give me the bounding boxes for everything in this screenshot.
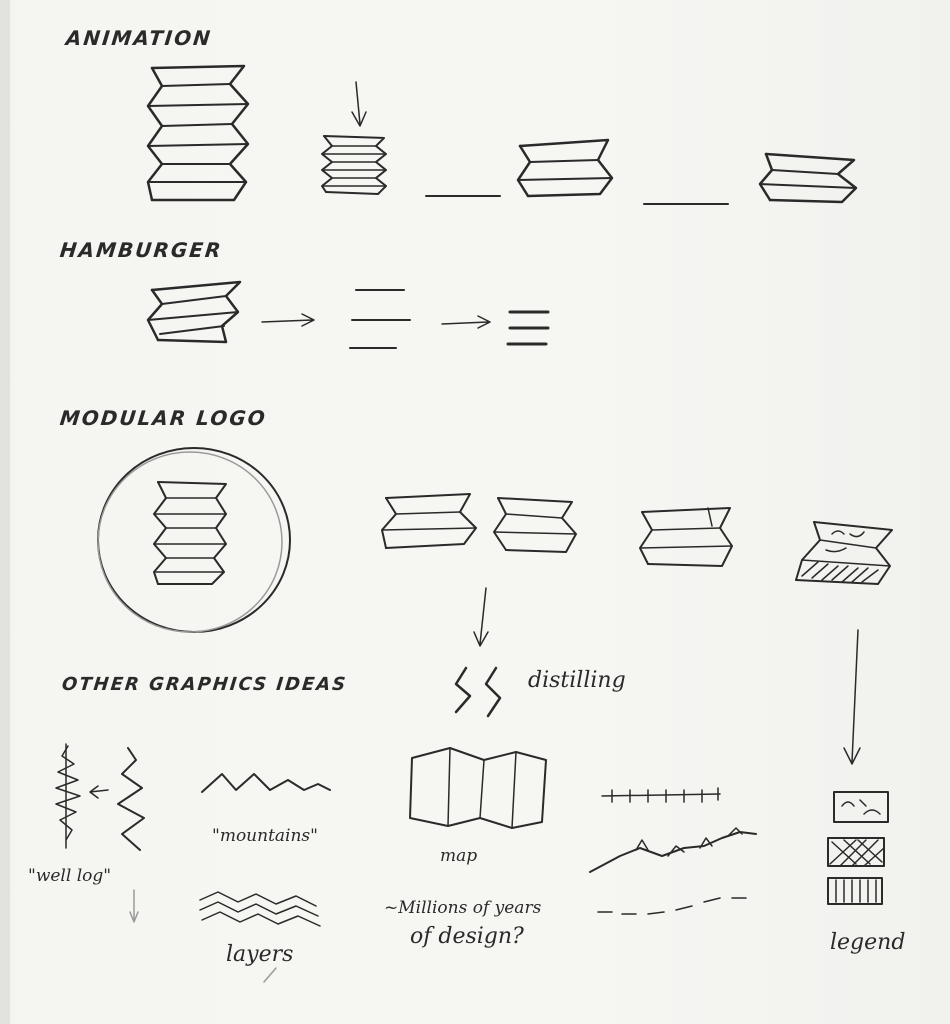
down-arrow-icon	[352, 82, 366, 126]
logo-circle-emblem	[98, 448, 290, 632]
label-distilling: distilling	[528, 668, 626, 693]
label-well-log: "well log"	[28, 866, 112, 886]
down-arrow-icon	[474, 588, 488, 646]
terrain-symbols-icon	[590, 788, 756, 914]
well-log-icon	[56, 744, 144, 850]
label-legend: legend	[830, 930, 906, 955]
right-arrow-icon	[442, 316, 490, 328]
map-fold-icon	[410, 748, 546, 828]
right-arrow-icon	[262, 314, 314, 326]
heading-animation: ANIMATION	[64, 26, 214, 50]
label-layers: layers	[226, 942, 294, 967]
logo-fold-variant-textured	[796, 522, 892, 584]
down-arrow-icon	[844, 630, 860, 764]
logo-fold-variant-2	[494, 498, 576, 552]
label-map: map	[440, 846, 478, 866]
hamburger-spread-lines-icon	[350, 290, 410, 348]
faint-arrow-mark	[130, 890, 138, 922]
logo-fold-variant-3	[640, 508, 732, 566]
heading-hamburger: HAMBURGER	[58, 238, 224, 262]
label-mountains: "mountains"	[212, 826, 318, 846]
heading-modular-logo: MODULAR LOGO	[58, 406, 269, 430]
label-millions-line2: of design?	[410, 924, 524, 949]
hamburger-fold-icon	[148, 282, 240, 342]
logo-fold-variant-1	[382, 494, 476, 548]
label-millions-line1: ~Millions of years	[384, 898, 542, 918]
animation-compressed-fold-icon	[322, 136, 386, 194]
heading-other-graphics-ideas: OTHER GRAPHICS IDEAS	[60, 674, 349, 695]
layers-icon	[200, 892, 320, 926]
distilling-zigzag-icon	[456, 668, 500, 716]
hamburger-menu-icon	[508, 312, 548, 344]
legend-swatches-icon	[828, 792, 888, 904]
animation-tall-fold-icon	[148, 66, 248, 200]
animation-medium-fold-icon	[518, 140, 612, 196]
animation-small-fold-icon	[760, 154, 856, 202]
faint-stroke-mark	[264, 968, 276, 982]
mountains-icon	[202, 774, 330, 792]
